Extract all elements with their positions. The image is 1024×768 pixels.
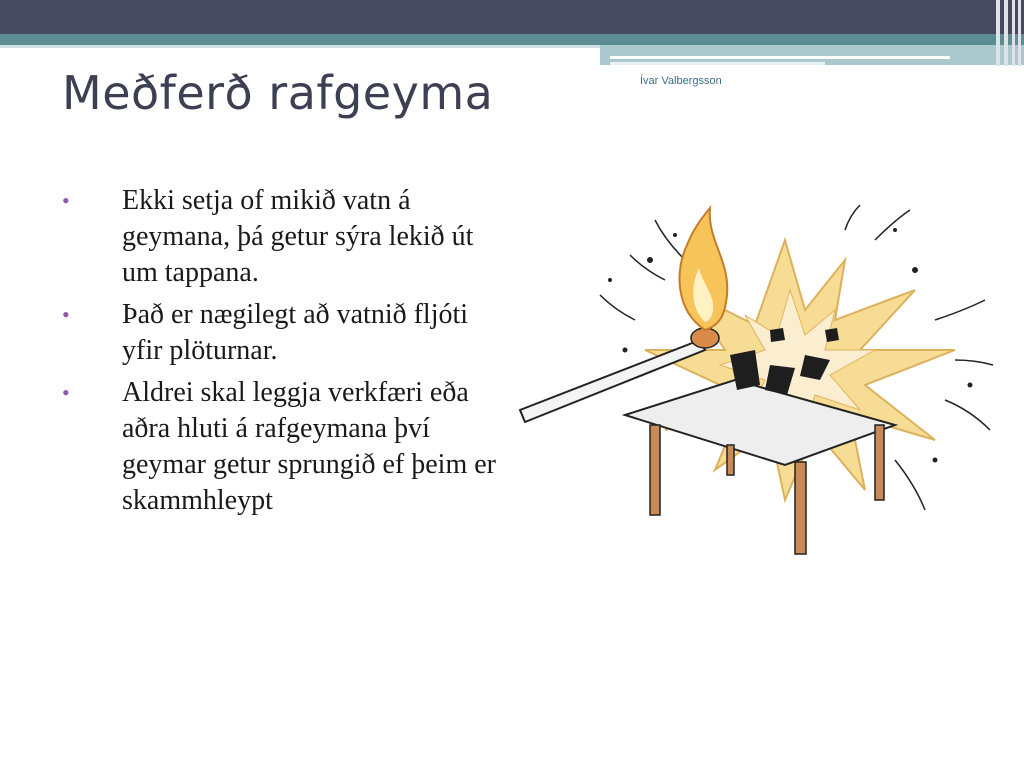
slide-title: Meðferð rafgeyma: [62, 66, 494, 120]
header-stripe-line: [610, 56, 950, 59]
header-vertical-bar: [996, 0, 1000, 66]
bullet-text: Það er nægilegt að vatnið fljóti yfir plöturnar.: [122, 299, 469, 366]
bullet-icon: •: [62, 380, 70, 405]
bullet-icon: •: [62, 188, 70, 213]
header-vertical-bar: [1018, 0, 1021, 66]
bullet-item: [62, 297, 502, 369]
header-stripe: [0, 34, 1024, 45]
bullet-text: Aldrei skal leggja verkfæri eða aðra hluti á rafgeymana því geymar getur sprungið ef þeim er skammhleypt: [122, 377, 496, 516]
header-vertical-bar: [1012, 0, 1015, 66]
bullet-text: Ekki setja of mikið vatn á geymana, þá getur sýra lekið út um tappana.: [122, 185, 474, 288]
header-stripe-line: [610, 62, 825, 65]
bullet-list: [62, 183, 502, 525]
header-stripe-light: [0, 45, 600, 48]
bullet-item: [62, 183, 502, 291]
exploding-battery-illustration: [515, 200, 995, 560]
bullet-icon: •: [62, 302, 70, 327]
slide-author: Ívar Valbergsson: [640, 75, 722, 87]
match-icon: [520, 208, 727, 422]
header-bar: [0, 0, 1024, 34]
header-vertical-bar: [1004, 0, 1008, 66]
bullet-item: [62, 375, 502, 519]
